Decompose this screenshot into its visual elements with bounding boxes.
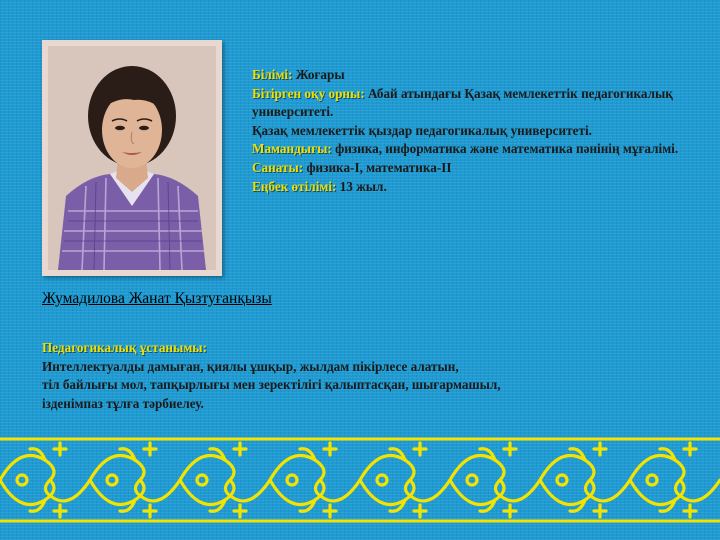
education-label: Білімі: <box>252 67 296 82</box>
category-value: физика-I, математика-II <box>306 159 452 175</box>
graduated-value-1: Абай атындағы Қазақ мемлекеттік педагогикалық университеті. <box>252 85 673 120</box>
portrait-photo <box>48 46 216 270</box>
graduated-line-2 <box>252 122 712 141</box>
teacher-info-block <box>252 66 712 196</box>
specialty-label: Мамандығы: <box>252 141 336 157</box>
motto-line-3: ізденімпаз тұлға тәрбиелеу. <box>42 395 204 411</box>
experience-line <box>252 178 712 197</box>
teacher-name: Жумадилова Жанат Қызтуғанқызы <box>42 290 272 307</box>
experience-label: Еңбек өтілімі: <box>252 178 340 194</box>
category-line <box>252 159 712 178</box>
portrait-illustration <box>48 46 216 270</box>
specialty-line <box>252 140 712 159</box>
kazakh-ornament-border <box>0 435 720 525</box>
specialty-value: физика, информатика және математика пәнінің мұғалімі. <box>335 141 679 157</box>
education-line <box>252 66 712 85</box>
motto-label: Педагогикалық ұстанымы: <box>42 340 207 355</box>
graduated-line <box>252 85 712 122</box>
experience-value: 13 жыл. <box>339 178 387 194</box>
motto-line-2: тіл байлығы мол, тапқырлығы мен зеректілігі қалыптасқан, шығармашыл, <box>42 377 501 393</box>
graduated-label: Бітірген оқу орны: <box>252 85 369 101</box>
pedagogical-motto-block <box>42 339 712 413</box>
motto-line-1: Интеллектуалды дамыған, қиялы ұшқыр, жылдам пікірлесе алатын, <box>42 358 459 374</box>
portrait-photo-frame <box>42 40 222 276</box>
education-value: Жоғары <box>295 67 345 82</box>
graduated-value-2: Қазақ мемлекеттік қыздар педагогикалық университеті. <box>252 122 592 138</box>
category-label: Санаты: <box>252 159 307 175</box>
